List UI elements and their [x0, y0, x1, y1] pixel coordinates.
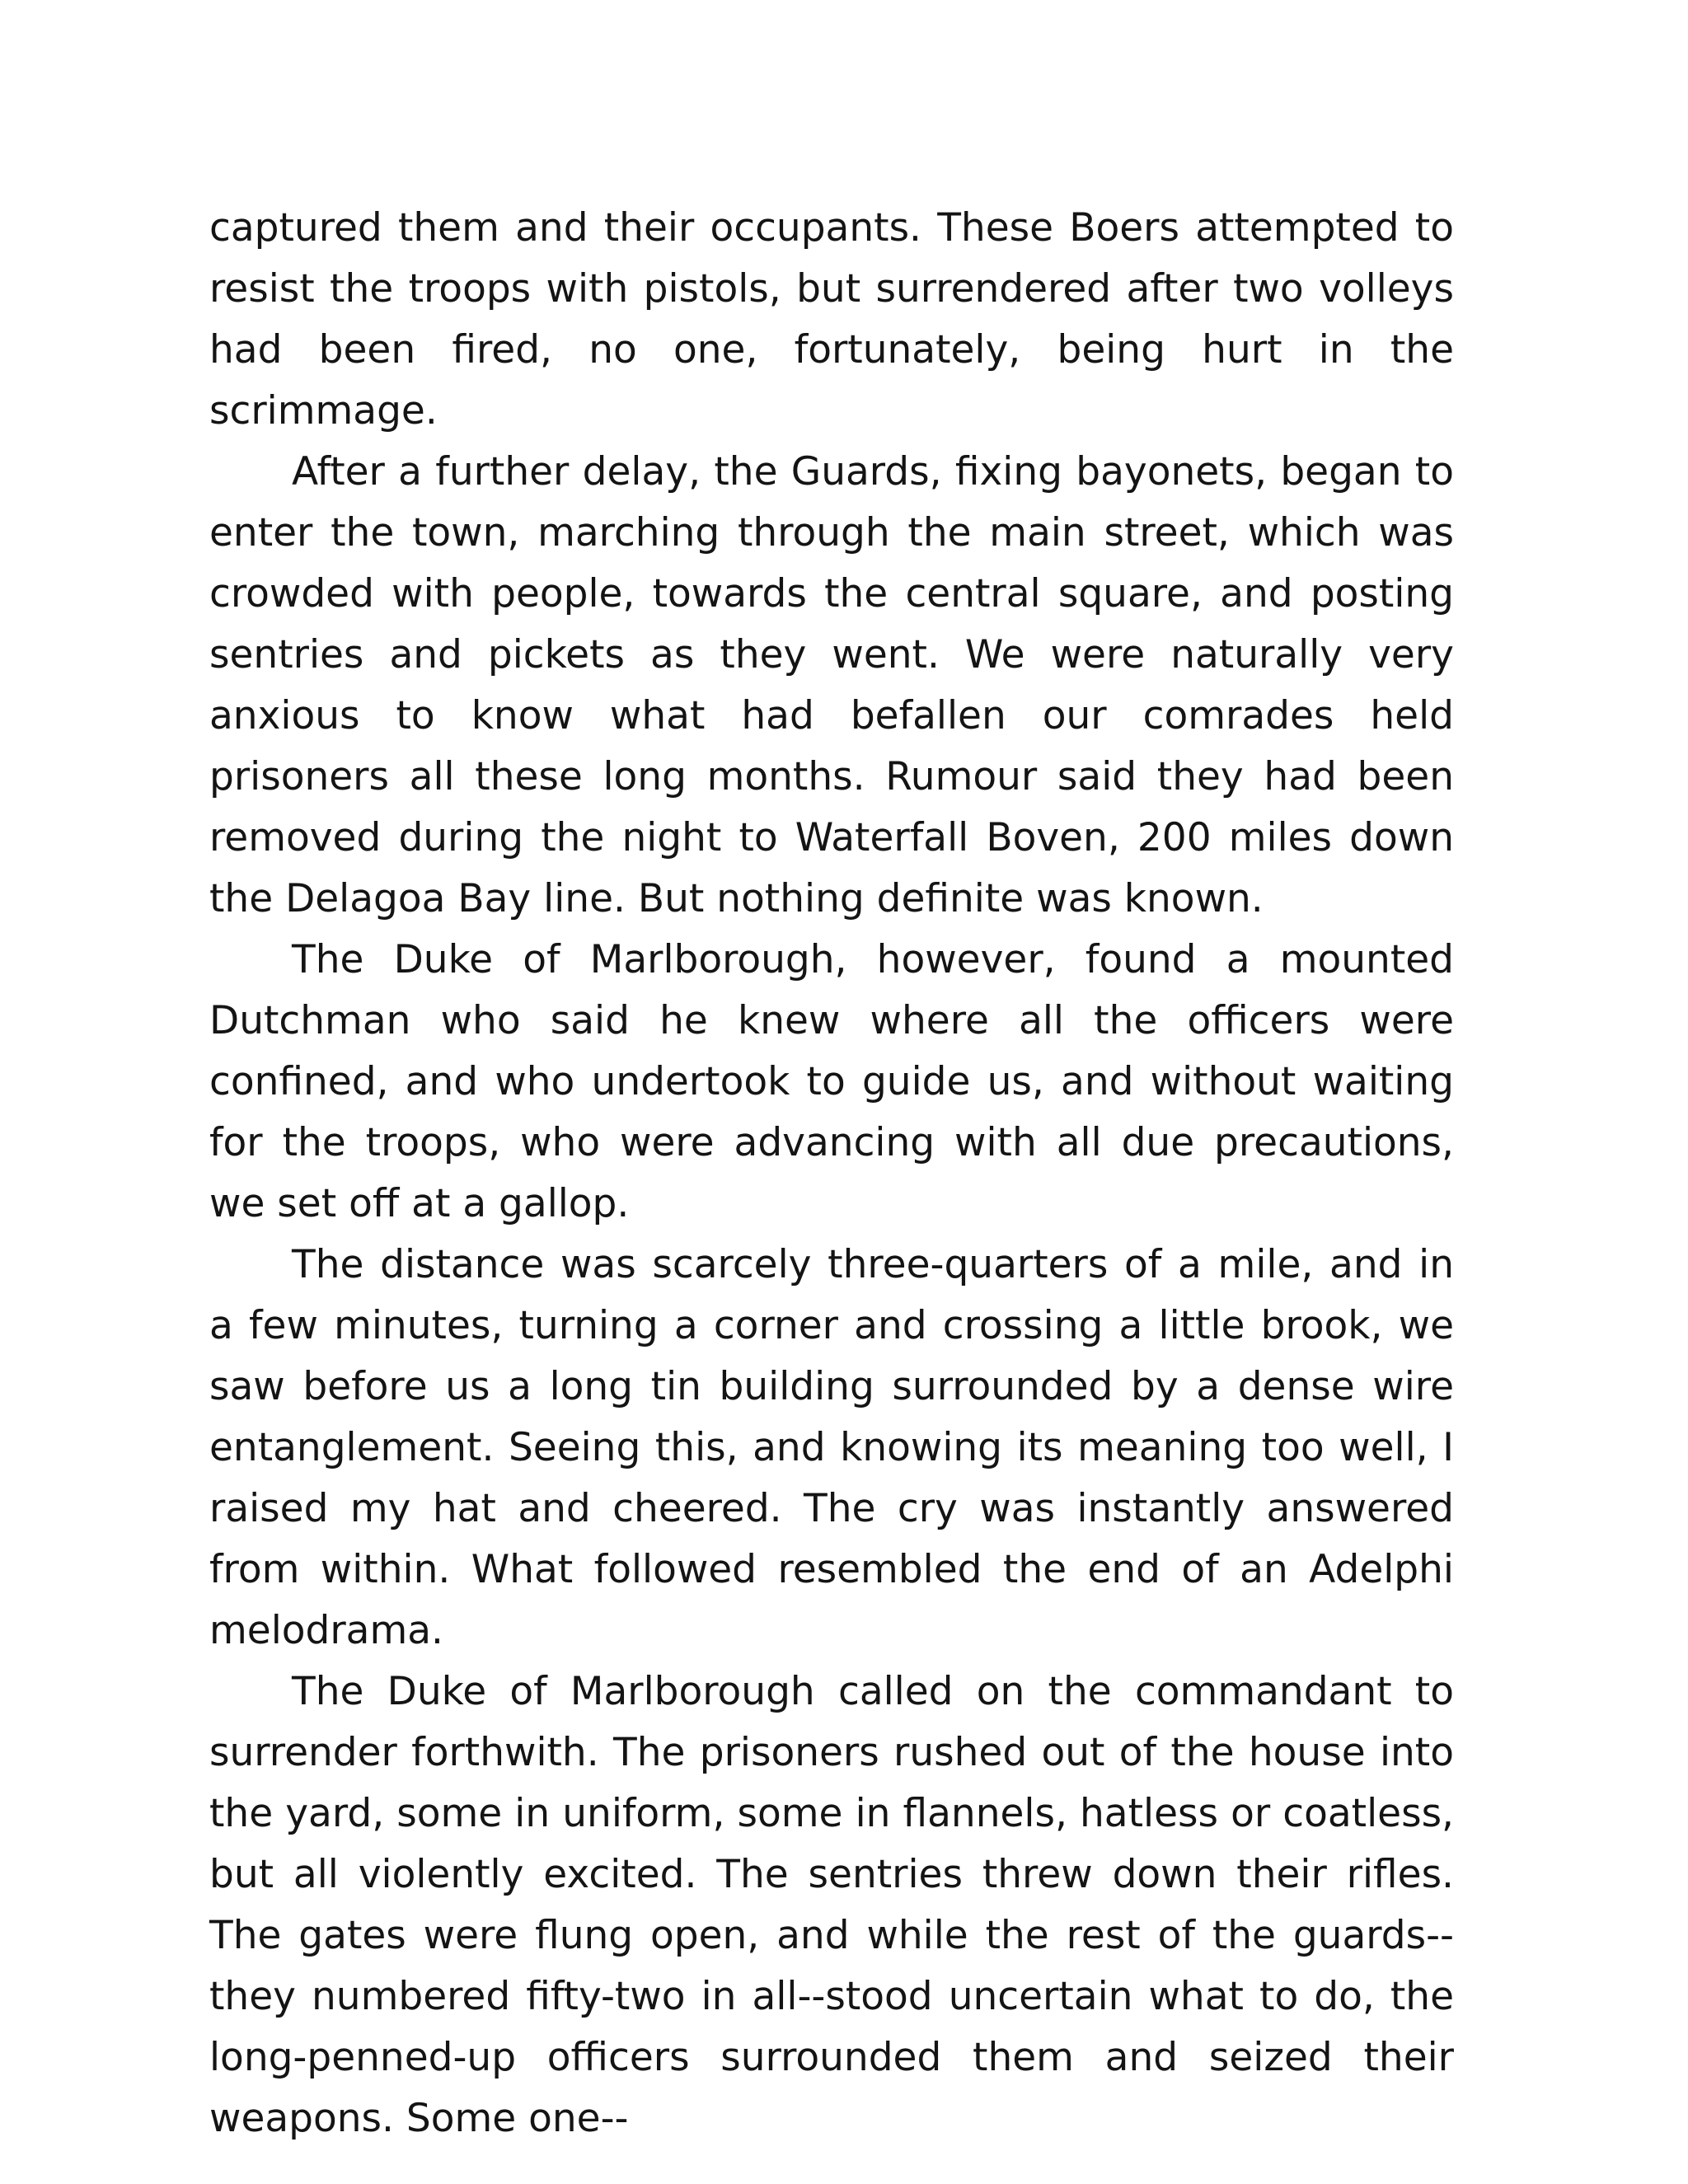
paragraph-3: The Duke of Marlborough, however, found a mounted Dutchman who said he knew where all the officers were confined, and who undertook to guide us, and without waiting for the troops, who were advancing with all due precautions, we set off at a gallop. [209, 937, 1454, 1226]
page-body [209, 198, 1454, 2149]
paragraph-1: captured them and their occupants. These Boers attempted to resist the troops with pistols, but surrendered after two volleys had been fired, no one, fortunately, being hurt in the scrimmage. [209, 205, 1454, 434]
paragraph-2: After a further delay, the Guards, fixing bayonets, began to enter the town, marching through the main street, which was crowded with people, towards the central square, and posting sentries and pickets as they went. We were naturally very anxious to know what had befallen our comrades held prisoners all these long months. Rumour said they had been removed during the night to Waterfall Boven, 200 miles down the Delagoa Bay line. But nothing definite was known. [209, 449, 1454, 921]
paragraph-4: The distance was scarcely three-quarters of a mile, and in a few minutes, turning a corner and crossing a little brook, we saw before us a long tin building surrounded by a dense wire entanglement. Seeing this, and knowing its meaning too well, I raised my hat and cheered. The cry was instantly answered from within. What followed resembled the end of an Adelphi melodrama. [209, 1242, 1454, 1653]
paragraph-5: The Duke of Marlborough called on the commandant to surrender forthwith. The prisoners rushed out of the house into the yard, some in uniform, some in flannels, hatless or coatless, but all violently excited. The sentries threw down their rifles. The gates were flung open, and while the rest of the guards--they numbered fifty-two in all--stood uncertain what to do, the long-penned-up officers surrounded them and seized their weapons. Some one-- [209, 1669, 1454, 2141]
